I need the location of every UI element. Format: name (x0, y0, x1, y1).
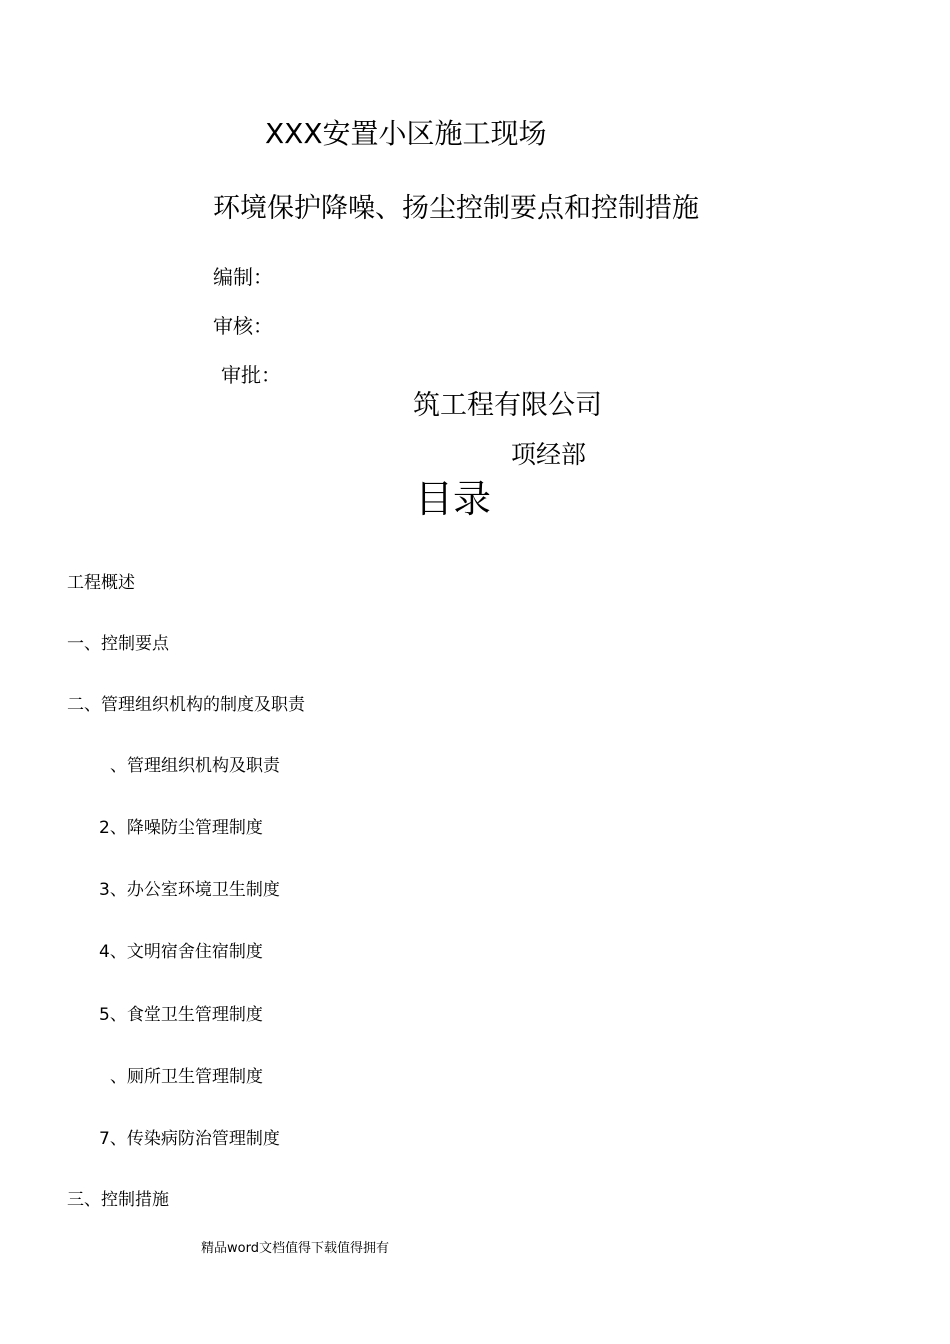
compiled-by-label: 编制： (213, 265, 273, 289)
toc-item: 2、降噪防尘管理制度 (99, 818, 263, 838)
toc-item: 二、管理组织机构的制度及职责 (67, 695, 305, 715)
toc-item: 一、控制要点 (67, 634, 169, 654)
toc-heading: 目录 (415, 477, 492, 521)
toc-item: 3、办公室环境卫生制度 (99, 880, 280, 900)
toc-item: 、厕所卫生管理制度 (110, 1067, 263, 1087)
toc-item: 工程概述 (67, 573, 135, 593)
department-name: 项经部 (511, 440, 587, 469)
document-title-line2: 环境保护降噪、扬尘控制要点和控制措施 (213, 193, 699, 224)
approved-by-label: 审批： (221, 363, 281, 387)
toc-item: 三、控制措施 (67, 1190, 169, 1210)
document-title-line1: XXX安置小区施工现场 (265, 117, 547, 150)
toc-item: 7、传染病防治管理制度 (99, 1129, 280, 1149)
toc-item: 、管理组织机构及职责 (110, 756, 280, 776)
reviewed-by-label: 审核： (213, 314, 273, 338)
footer-note: 精品word文档值得下载值得拥有 (201, 1241, 389, 1256)
company-name: 筑工程有限公司 (413, 390, 602, 421)
toc-item: 5、食堂卫生管理制度 (99, 1005, 263, 1025)
toc-item: 4、文明宿舍住宿制度 (99, 942, 263, 962)
